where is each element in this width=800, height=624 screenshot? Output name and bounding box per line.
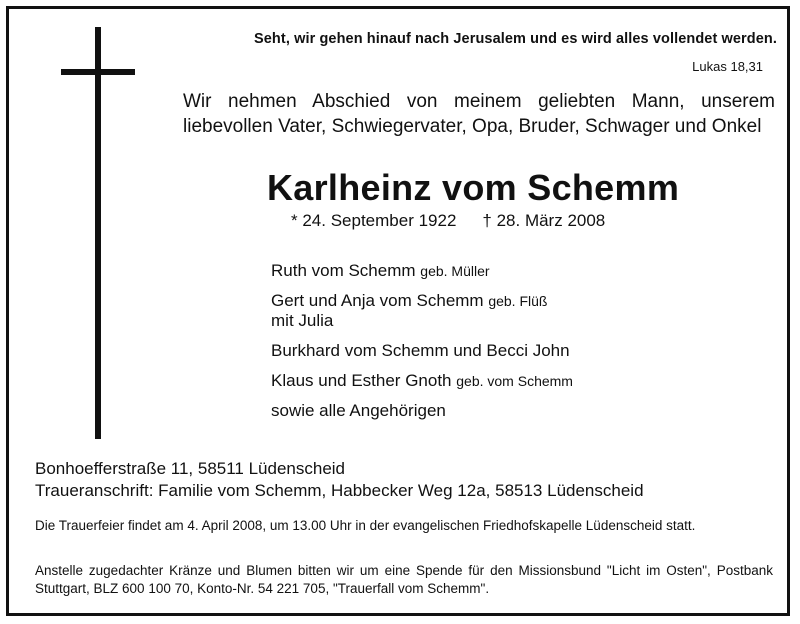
donation-notice: Anstelle zugedachter Kränze und Blumen bitten wir um eine Spende für den Missionsbund "Licht im Osten", Postbank Stuttgart, BLZ 600 100 70, Konto-Nr. 54 221 705, "Trauerfall vom Schemm". [35, 563, 773, 596]
mourner-name: Ruth vom Schemm [271, 261, 416, 280]
life-dates [291, 211, 605, 231]
address-block [35, 458, 785, 502]
mourner-item [271, 401, 790, 421]
mourner-name: sowie alle Angehörigen [271, 401, 446, 420]
birth-date: * 24. September 1922 [291, 211, 457, 230]
mourner-name: Klaus und Esther Gnoth [271, 371, 452, 390]
mourner-item [271, 341, 790, 361]
mourner-name: Gert und Anja vom Schemm [271, 291, 484, 310]
mourner-suffix: geb. vom Schemm [456, 373, 573, 389]
mourner-second-line: mit Julia [271, 311, 334, 330]
intro-text: Wir nehmen Abschied von meinem geliebten Mann, unserem liebevollen Vater, Schwiegervater, Opa, Bruder, Schwager und Onkel [183, 91, 775, 137]
residence-address: Bonhoefferstraße 11, 58511 Lüdenscheid [35, 459, 346, 478]
funeral-notice: Die Trauerfeier findet am 4. April 2008, um 13.00 Uhr in der evangelischen Friedhofskapelle Lüdenscheid statt. [35, 518, 696, 533]
mourner-suffix: geb. Müller [420, 263, 490, 279]
death-date: † 28. März 2008 [482, 211, 606, 230]
deceased-name: Karlheinz vom Schemm [267, 167, 680, 208]
mourner-suffix: geb. Flüß [488, 293, 548, 309]
mourners-list [271, 261, 790, 431]
bible-quote: Seht, wir gehen hinauf nach Jerusalem und es wird alles vollendet werden. [254, 31, 777, 47]
cross-icon-bar [61, 69, 135, 75]
mourner-item [271, 371, 790, 391]
quote-reference: Lukas 18,31 [692, 59, 763, 74]
cross-icon [95, 27, 101, 439]
obituary-frame [6, 6, 790, 616]
mourner-item [271, 261, 790, 281]
mourning-address: Traueranschrift: Familie vom Schemm, Habbecker Weg 12a, 58513 Lüdenscheid [35, 481, 644, 500]
mourner-name: Burkhard vom Schemm und Becci John [271, 341, 570, 360]
mourner-item [271, 291, 790, 331]
